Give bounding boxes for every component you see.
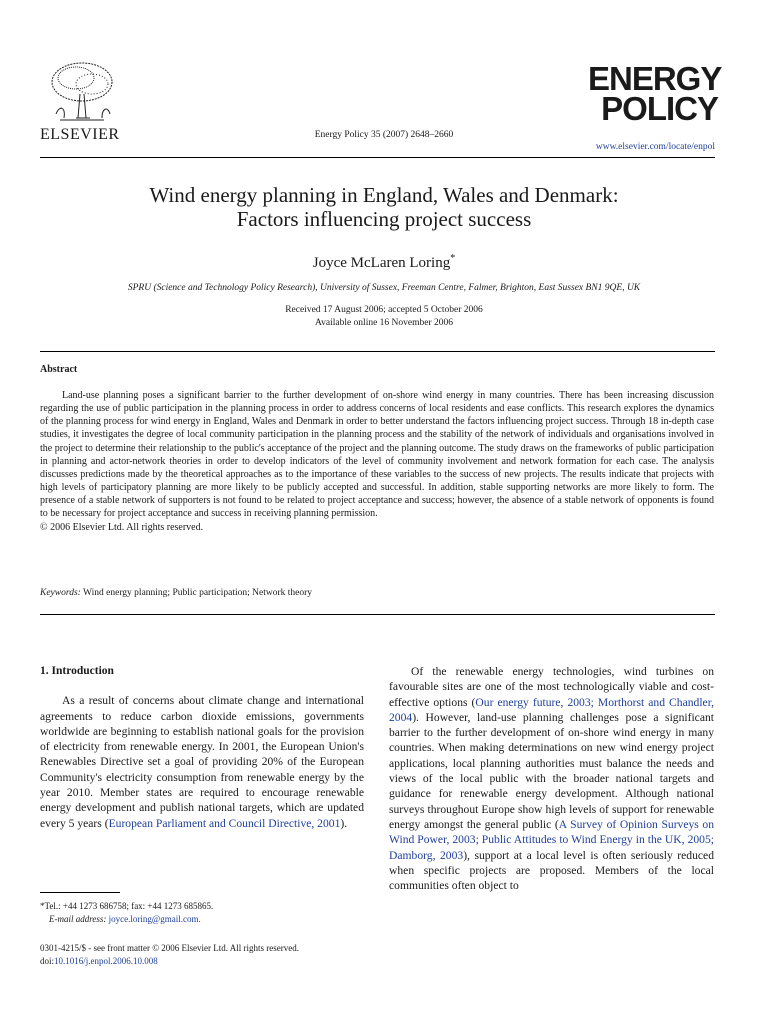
journal-citation: Energy Policy 35 (2007) 2648–2660	[314, 130, 454, 140]
journal-url-link[interactable]: www.elsevier.com/locate/enpol	[595, 142, 715, 152]
elsevier-tree-logo	[40, 60, 124, 124]
footnote-email-label: E-mail address:	[49, 914, 107, 924]
author-email-link[interactable]: joyce.loring@gmail.com.	[108, 914, 201, 924]
citation-link-energy-future[interactable]: Our energy future, 2003; Morthorst and Chandler, 2004	[389, 695, 714, 724]
abstract-heading: Abstract	[40, 364, 78, 375]
intro-p2-text-c: ), support at a local level is often seriously reduced when specific projects are proposed. Members of the local communities often object to	[389, 848, 714, 893]
intro-paragraph-1	[40, 693, 364, 831]
intro-p2-text-a: Of the renewable energy technologies, wind turbines on favourable sites are one of the most technologically viable and cost-effective options (	[389, 665, 714, 709]
journal-logo-line2: POLICY	[601, 90, 718, 127]
article-dates	[40, 304, 728, 329]
footnote-email-line	[40, 913, 213, 926]
abstract-body	[40, 389, 714, 534]
journal-logo	[588, 60, 722, 127]
header-divider	[40, 157, 715, 158]
footnote-contact: *Tel.: +44 1273 686758; fax: +44 1273 685865.	[40, 901, 214, 911]
footnote-divider	[40, 892, 120, 893]
doi-link[interactable]: 10.1016/j.enpol.2006.10.008	[54, 956, 158, 966]
keywords	[40, 588, 312, 598]
intro-paragraph-2	[389, 664, 714, 893]
author	[40, 253, 728, 272]
abstract-bottom-divider	[40, 614, 715, 615]
article-title	[40, 183, 728, 231]
doi-line	[40, 955, 299, 968]
received-date: Received 17 August 2006; accepted 5 October 2006	[285, 305, 483, 315]
keywords-label: Keywords:	[40, 588, 81, 598]
journal-logo-line1: ENERGY	[588, 60, 722, 97]
section-heading-introduction: 1. Introduction	[40, 665, 114, 677]
author-footnote-mark[interactable]: *	[450, 253, 456, 264]
abstract-text: Land-use planning poses a significant barrier to the further development of on-shore wind energy in many countries. There has been increasing discussion regarding the use of public participation in the planning process in order to address concerns of local residents and ease conflicts. This research explores the dynamics of the planning process for wind energy in England, Wales and Denmark in order to better understand the factors influencing project success. Through 18 in-depth case studies, it investigates the degree of local community participation in the planning process and the stability of the network of individuals and organisations involved in the project to determine their relationship to the public's acceptance of the project and the planning outcome. The study draws on the frameworks of public participation in planning and actor-network theories in order to develop indicators of the level of community involvement and network formation for each case. The analysis discusses predictions made by the theoretical approaches as to the importance of these variables to the success of new projects. The results indicate that projects with high levels of participatory planning are more likely to be publicly accepted and successful. In addition, stable supporting networks are more likely to form. The presence of a stable network of supporters is not found to be related to project acceptance and success; however, the absence of a stable network of opponents is found to be necessary for project acceptance and success in receiving planning permission.	[40, 390, 714, 520]
intro-p1-end: ).	[340, 816, 348, 830]
publisher-name: ELSEVIER	[40, 126, 120, 143]
available-date: Available online 16 November 2006	[314, 317, 454, 328]
front-matter	[40, 942, 299, 968]
intro-p1-text: As a result of concerns about climate change and international agreements to reduce carbon dioxide emissions, governments worldwide are beginning to establish national goals for the provision of electricity from renewable energy. In 2001, the European Union's Renewables Directive set a goal of providing 20% of the European Community's electricity consumption from renewable energy by the year 2010. Member states are required to encourage renewable energy development and publish national targets, which are updated every 5 years (	[40, 694, 364, 830]
abstract-copyright: © 2006 Elsevier Ltd. All rights reserved.	[40, 521, 204, 533]
author-name: Joyce McLaren Loring	[312, 255, 451, 271]
abstract-top-divider	[40, 351, 715, 352]
author-footnote	[40, 900, 213, 926]
doi-label: doi:	[40, 956, 55, 966]
title-line-2: Factors influencing project success	[236, 207, 532, 231]
title-line-1: Wind energy planning in England, Wales and Denmark:	[149, 183, 619, 207]
issn-line: 0301-4215/$ - see front matter © 2006 Elsevier Ltd. All rights reserved.	[40, 943, 300, 953]
citation-link-eu-directive[interactable]: European Parliament and Council Directive, 2001	[108, 816, 341, 830]
intro-p2-text-b: ). However, land-use planning challenges pose a significant barrier to the further development of on-shore wind energy in many countries. When making determinations on new wind energy project applications, local planning authorities must balance the needs and views of the local public with the broader national targets and guidance for renewable energy development. Although national surveys throughout Europe show high levels of support for renewable energy amongst the general public (	[389, 710, 714, 831]
citation-link-opinion-surveys[interactable]: A Survey of Opinion Surveys on Wind Power, 2003; Public Attitudes to Wind Energy in the UK, 2005; Damborg, 2003	[389, 817, 715, 862]
right-column	[389, 664, 714, 893]
affiliation: SPRU (Science and Technology Policy Research), University of Sussex, Freeman Centre, Falmer, Brighton, East Sussex BN1 9QE, UK	[127, 283, 641, 293]
left-column	[40, 664, 364, 831]
keywords-text: Wind energy planning; Public participation; Network theory	[83, 588, 313, 598]
